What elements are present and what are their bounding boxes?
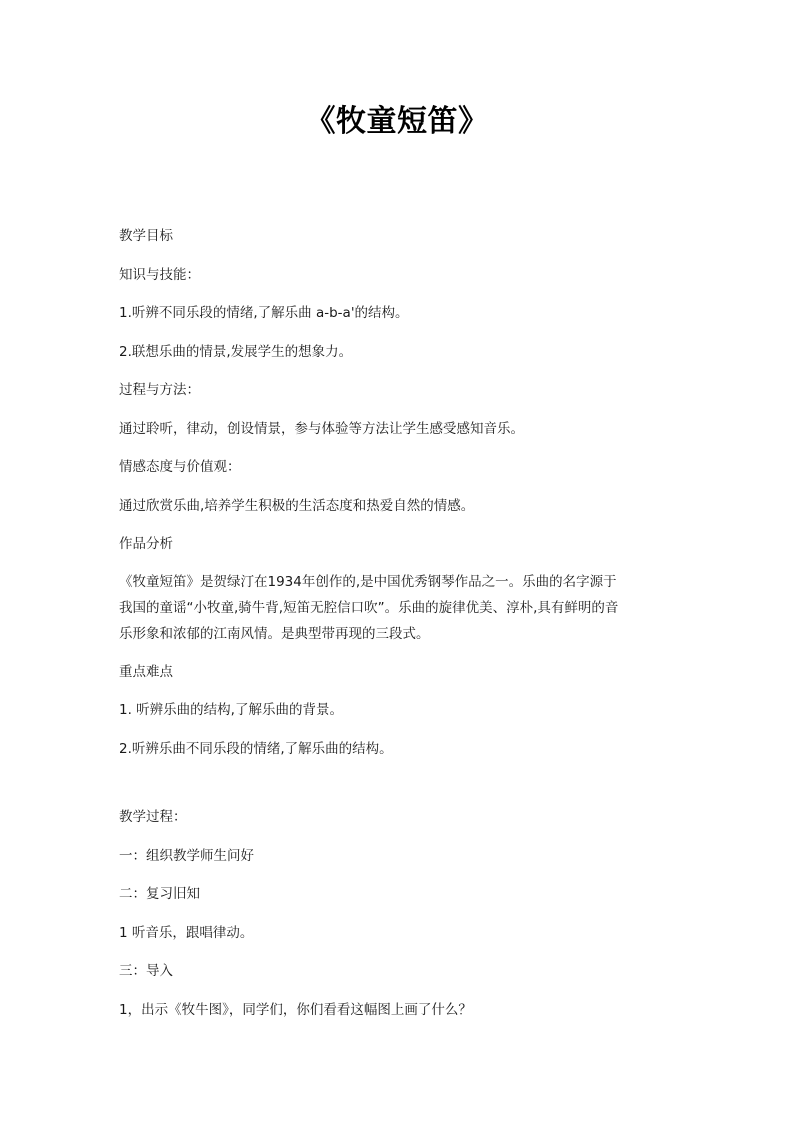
process-step-3: 三：导入: [119, 963, 173, 979]
process-step-3-item-1: 1，出示《牧牛图》，同学们，你们看看这幅图上画了什么？: [119, 1002, 472, 1018]
analysis-line-3: 乐形象和浓郁的江南风情。是典型带再现的三段式。: [119, 626, 430, 642]
process-method-text: 通过聆听，律动，创设情景，参与体验等方法让学生感受感知音乐。: [119, 421, 524, 437]
document-title: 《牧童短笛》: [305, 104, 489, 139]
emotion-values-text: 通过欣赏乐曲,培养学生积极的生活态度和热爱自然的情感。: [119, 498, 475, 514]
difficulty-item-2: 2.听辨乐曲不同乐段的情绪,了解乐曲的结构。: [119, 741, 393, 757]
goal-item-1: 1.听辨不同乐段的情绪,了解乐曲 a-b-a'的结构。: [119, 305, 409, 321]
section-heading-key-difficulties: 重点难点: [119, 664, 173, 680]
analysis-line-1: 《牧童短笛》是贺绿汀在1934年创作的,是中国优秀钢琴作品之一。乐曲的名字源于: [119, 574, 617, 590]
section-heading-teaching-goals: 教学目标: [119, 228, 173, 244]
process-step-1: 一：组织教学师生问好: [119, 848, 254, 864]
subheading-knowledge-skills: 知识与技能：: [119, 267, 200, 283]
goal-item-2: 2.联想乐曲的情景,发展学生的想象力。: [119, 344, 353, 360]
section-heading-teaching-process: 教学过程：: [119, 809, 187, 825]
process-step-2-item-1: 1 听音乐，跟唱律动。: [119, 925, 254, 941]
analysis-line-2: 我国的童谣“小牧童,骑牛背,短笛无腔信口吹”。乐曲的旋律优美、淳朴,具有鲜明的音: [119, 600, 619, 616]
process-step-2: 二：复习旧知: [119, 886, 200, 902]
section-heading-work-analysis: 作品分析: [119, 536, 173, 552]
subheading-process-method: 过程与方法：: [119, 382, 200, 398]
difficulty-item-1: 1. 听辨乐曲的结构,了解乐曲的背景。: [119, 702, 343, 718]
subheading-emotion-values: 情感态度与价值观：: [119, 459, 241, 475]
